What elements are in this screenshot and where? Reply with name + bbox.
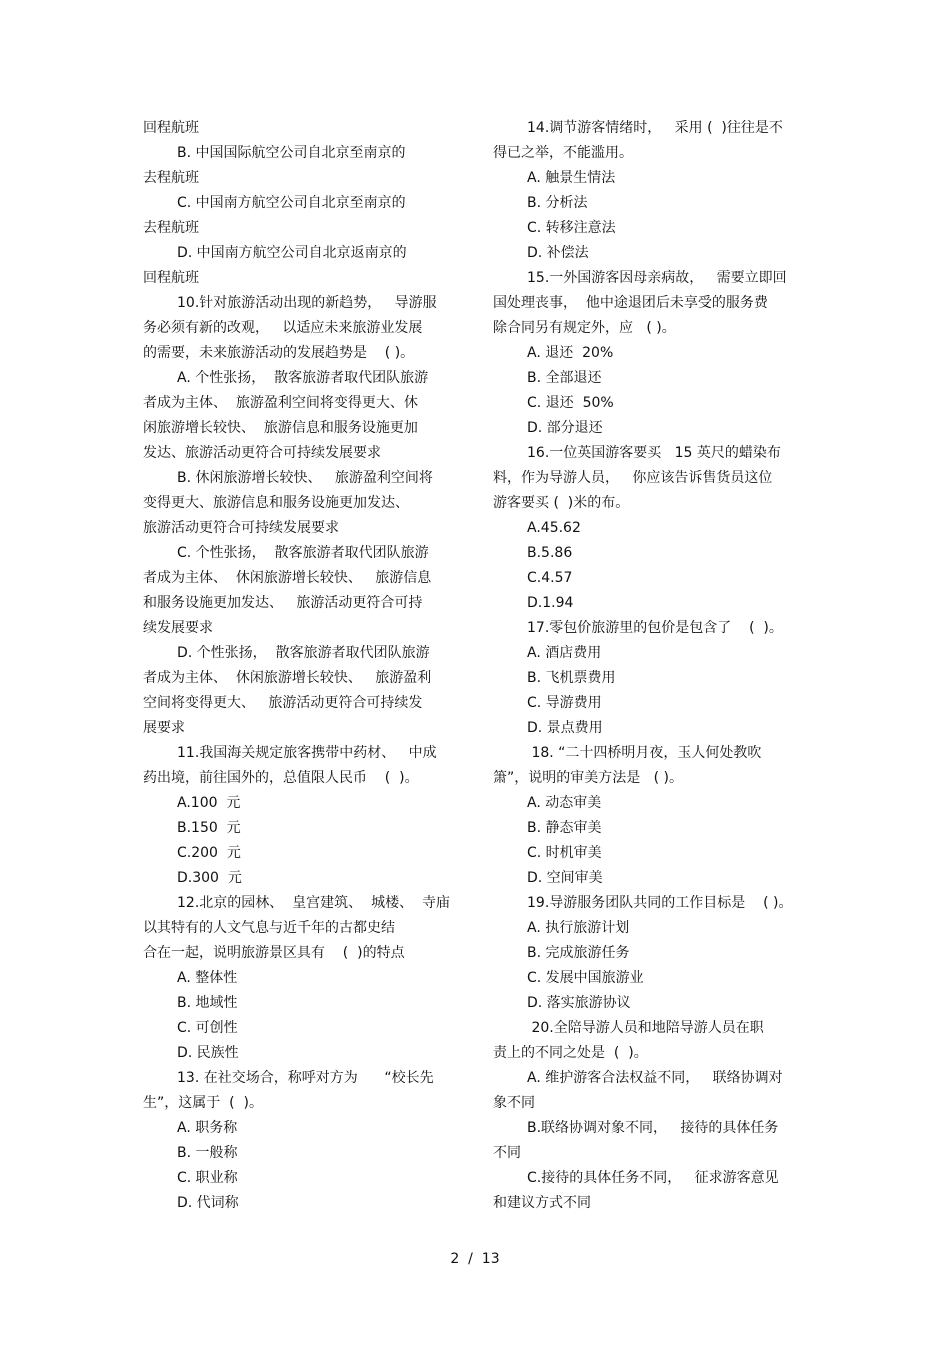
text-line: A. 职务称 [177,1120,238,1136]
text-line: 10.针对旅游活动出现的新趋势， 导游服 [177,295,437,311]
text-line: 责上的不同之处是 ( )。 [493,1045,648,1061]
text-line: A. 整体性 [177,970,238,986]
text-line: A. 个性张扬， 散客旅游者取代团队旅游 [177,370,429,386]
text-line: C. 个性张扬， 散客旅游者取代团队旅游 [177,545,429,561]
text-line: 回程航班 [143,270,199,286]
text-line: 者成为主体、 休闲旅游增长较快、 旅游信息 [143,570,432,586]
text-line: B.150 元 [177,820,241,836]
text-line: 空间将变得更大、 旅游活动更符合可持续发 [143,695,423,711]
text-line: D.1.94 [527,595,574,611]
text-line: 者成为主体、 休闲旅游增长较快、 旅游盈利 [143,670,432,686]
left-column [143,116,463,1216]
text-line: A. 退还 20% [527,345,614,361]
text-line: B. 飞机票费用 [527,670,616,686]
text-line: D. 部分退还 [527,420,603,436]
text-line: C. 职业称 [177,1170,238,1186]
text-line: 生”，这属于 ( )。 [143,1095,263,1111]
text-line: 18. “二十四桥明月夜，玉人何处教吹 [527,745,762,761]
text-line: 除合同另有规定外，应 ( )。 [493,320,676,336]
text-line: A. 维护游客合法权益不同， 联络协调对 [527,1070,783,1086]
text-line: 合在一起，说明旅游景区具有 ( )的特点 [143,945,405,961]
text-line: A.100 元 [177,795,241,811]
page-number: 2 / 13 [450,1251,500,1267]
text-line: 游客要买 ( )米的布。 [493,495,630,511]
text-line: A. 酒店费用 [527,645,602,661]
text-line: 发达、旅游活动更符合可持续发展要求 [143,445,381,461]
text-line: C.接待的具体任务不同， 征求游客意见 [527,1170,779,1186]
text-line: D. 景点费用 [527,720,603,736]
text-line: B. 一般称 [177,1145,238,1161]
text-line: B. 静态审美 [527,820,602,836]
text-line: A. 动态审美 [527,795,602,811]
text-line: D.300 元 [177,870,242,886]
text-line: D. 中国南方航空公司自北京返南京的 [177,245,407,261]
text-line: 变得更大、旅游信息和服务设施更加发达、 [143,495,409,511]
text-line: B. 休闲旅游增长较快、 旅游盈利空间将 [177,470,433,486]
text-line: 得已之举，不能滥用。 [493,145,633,161]
text-line: C. 退还 50% [527,395,614,411]
text-line: C.4.57 [527,570,573,586]
text-line: D. 民族性 [177,1045,239,1061]
text-line: B.5.86 [527,545,573,561]
text-line: 12.北京的园林、 皇宫建筑、 城楼、 寺庙 [177,895,450,911]
text-line: 16.一位英国游客要买 15 英尺的蜡染布 [527,445,781,461]
text-line: A.45.62 [527,520,581,536]
text-line: C. 可创性 [177,1020,238,1036]
text-line: 闲旅游增长较快、 旅游信息和服务设施更加 [143,420,418,436]
text-line: 15.一外国游客因母亲病故， 需要立即回 [527,270,787,286]
text-line: B. 中国国际航空公司自北京至南京的 [177,145,406,161]
text-line: C. 时机审美 [527,845,602,861]
text-line: 的需要，未来旅游活动的发展趋势是 ( )。 [143,345,415,361]
text-line: 20.全陪导游人员和地陪导游人员在职 [527,1020,764,1036]
text-line: B. 分析法 [527,195,588,211]
text-line: D. 代词称 [177,1195,239,1211]
text-line: B. 完成旅游任务 [527,945,630,961]
text-line: 14.调节游客情绪时， 采用 ( )往往是不 [527,120,783,136]
text-line: A. 触景生情法 [527,170,616,186]
text-line: B. 全部退还 [527,370,602,386]
text-line: 续发展要求 [143,620,213,636]
text-line: D. 补偿法 [527,245,589,261]
text-line: C. 导游费用 [527,695,602,711]
text-line: 国处理丧事， 他中途退团后未享受的服务费 [493,295,768,311]
text-line: 展要求 [143,720,185,736]
text-line: C. 转移注意法 [527,220,616,236]
text-line: 料，作为导游人员， 你应该告诉售货员这位 [493,470,773,486]
text-line: 回程航班 [143,120,199,136]
text-line: 者成为主体、 旅游盈利空间将变得更大、休 [143,395,418,411]
text-line: 去程航班 [143,220,199,236]
text-line: 和建议方式不同 [493,1195,591,1211]
text-line: B. 地域性 [177,995,238,1011]
text-line: C. 中国南方航空公司自北京至南京的 [177,195,406,211]
text-line: 17.零包价旅游里的包价是包含了 ( )。 [527,620,783,636]
right-column [493,116,813,1216]
text-line: 箫”，说明的审美方法是 ( )。 [493,770,683,786]
text-line: D. 个性张扬， 散客旅游者取代团队旅游 [177,645,430,661]
text-line: 和服务设施更加发达、 旅游活动更符合可持 [143,595,423,611]
text-line: 不同 [493,1145,521,1161]
text-line: 旅游活动更符合可持续发展要求 [143,520,339,536]
text-line: 11.我国海关规定旅客携带中药材、 中成 [177,745,437,761]
text-line: 19.导游服务团队共同的工作目标是 ( )。 [527,895,793,911]
text-line: 去程航班 [143,170,199,186]
text-line: 以其特有的人文气息与近千年的古都史结 [143,920,395,936]
text-line: D. 空间审美 [527,870,603,886]
text-line: B.联络协调对象不同， 接待的具体任务 [527,1120,779,1136]
text-line: C.200 元 [177,845,241,861]
text-line: A. 执行旅游计划 [527,920,630,936]
text-line: C. 发展中国旅游业 [527,970,644,986]
text-line: 药出境，前往国外的，总值限人民币 ( )。 [143,770,419,786]
text-line: 务必须有新的改观， 以适应未来旅游业发展 [143,320,423,336]
text-line: D. 落实旅游协议 [527,995,631,1011]
text-line: 象不同 [493,1095,535,1111]
text-line: 13. 在社交场合，称呼对方为 “校长先 [177,1070,434,1086]
